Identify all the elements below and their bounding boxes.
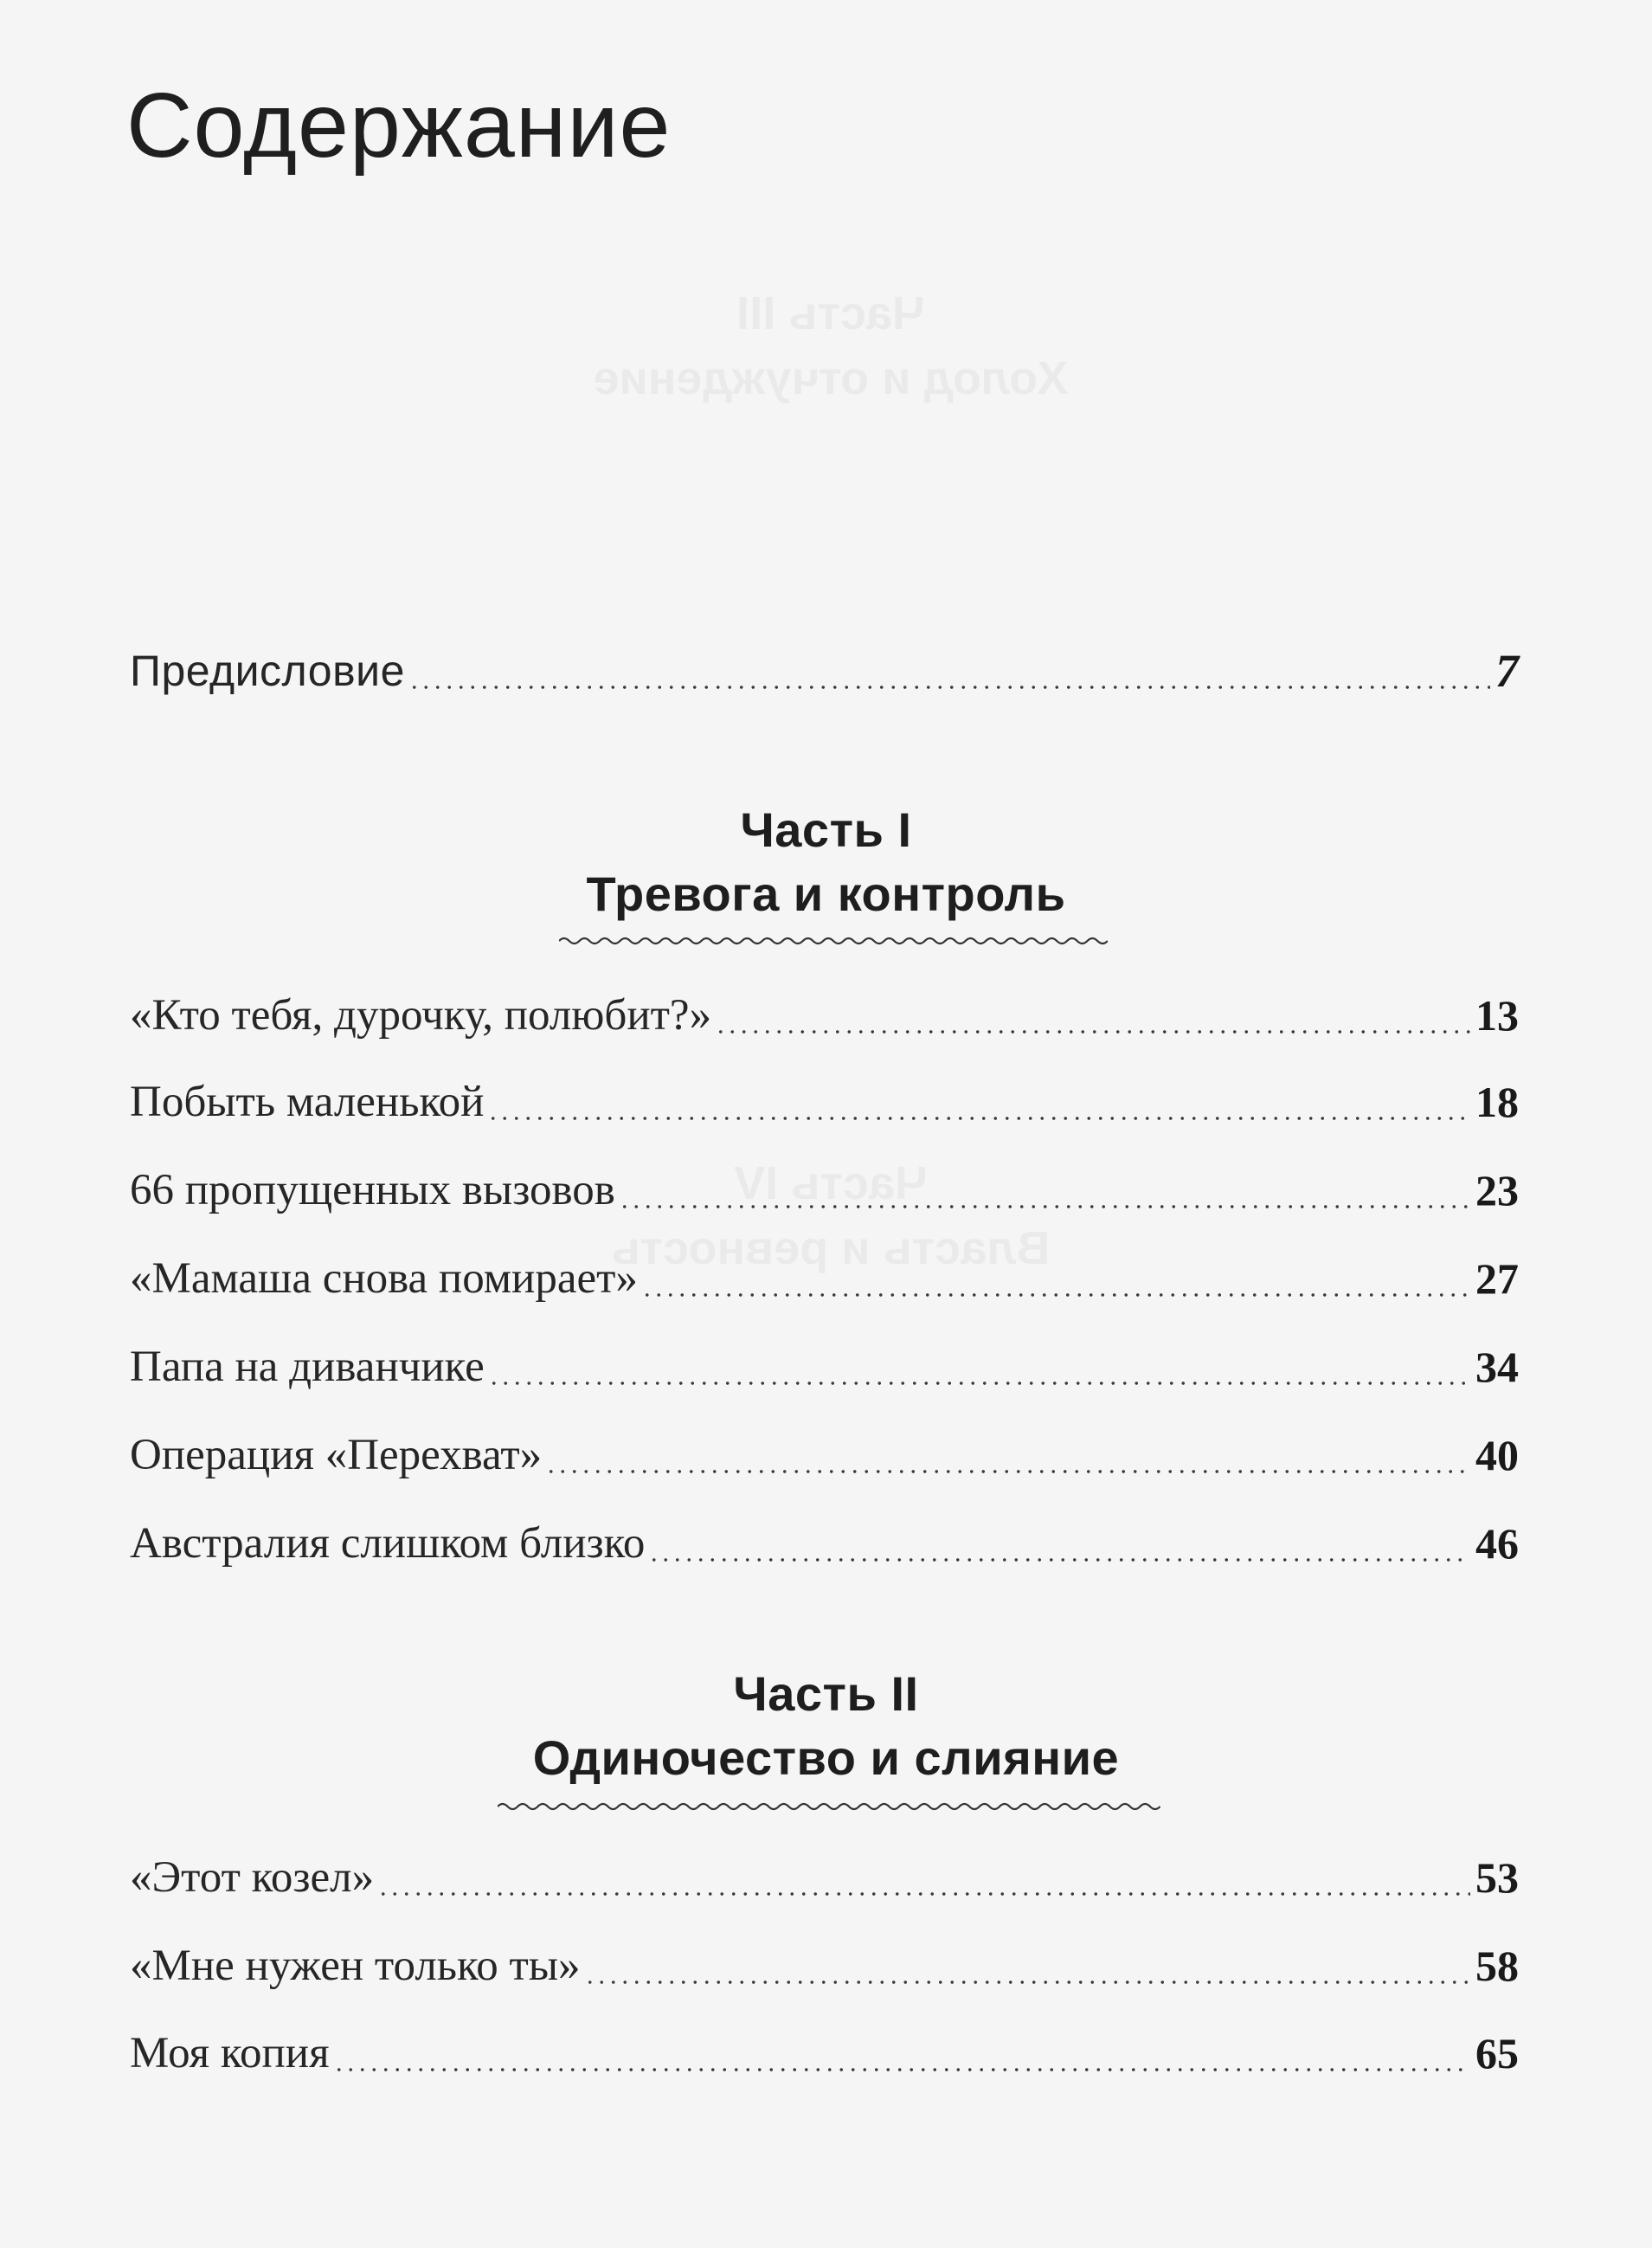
dot-leader — [408, 645, 1490, 697]
dot-leader — [487, 1076, 1470, 1128]
dot-leader — [584, 1940, 1470, 1992]
toc-entry-page: 65 — [1475, 2029, 1519, 2077]
part-title: Тревога и контроль — [586, 866, 1066, 921]
toc-entry[interactable] — [130, 1253, 1519, 1304]
toc-entry[interactable] — [130, 2027, 1519, 2079]
page-title: Содержание — [126, 74, 672, 177]
dot-leader — [648, 1517, 1470, 1569]
toc-entry[interactable] — [130, 1940, 1519, 1992]
toc-entry-page: 13 — [1475, 991, 1519, 1040]
toc-entry-label: «Этот козел» — [130, 1853, 375, 1902]
toc-entry-label: «Кто тебя, дурочку, полюбит?» — [130, 991, 712, 1040]
toc-entry-label: «Мамаша снова помирает» — [130, 1254, 638, 1303]
part-number: Часть II — [733, 1666, 919, 1721]
toc-entry-page: 23 — [1475, 1166, 1519, 1214]
toc-entry-page: 7 — [1495, 645, 1519, 697]
toc-entry-label: Австралия слишком близко — [130, 1519, 646, 1568]
bleed-through-heading — [130, 355, 1532, 402]
toc-entry[interactable] — [130, 989, 1519, 1041]
toc-entry-label: Папа на диванчике — [130, 1343, 485, 1391]
toc-entry-label: Побыть маленькой — [130, 1078, 485, 1126]
toc-entry-page: 46 — [1475, 1519, 1519, 1568]
dot-leader — [488, 1341, 1470, 1393]
part-number: Часть I — [740, 802, 912, 857]
wavy-divider — [498, 1800, 1160, 1813]
toc-entry[interactable] — [130, 1429, 1519, 1481]
toc-entry[interactable] — [130, 1076, 1519, 1128]
toc-entry-page: 27 — [1475, 1254, 1519, 1303]
toc-entry-page: 53 — [1475, 1853, 1519, 1902]
bleed-through-heading — [130, 290, 1532, 337]
toc-entry[interactable] — [130, 1517, 1519, 1569]
wavy-divider — [559, 935, 1108, 947]
dot-leader — [641, 1253, 1470, 1304]
toc-entry-label: «Мне нужен только ты» — [130, 1942, 581, 1990]
dot-leader — [619, 1164, 1470, 1216]
dot-leader — [715, 989, 1470, 1041]
part-heading — [0, 798, 1652, 926]
part-heading — [0, 1662, 1652, 1790]
dot-leader — [377, 1852, 1470, 1903]
dot-leader — [545, 1429, 1470, 1481]
toc-entry-page: 58 — [1475, 1942, 1519, 1990]
toc-entry-label: Операция «Перехват» — [130, 1431, 543, 1479]
toc-entry-label: Предисловие — [130, 647, 405, 695]
toc-entry[interactable] — [130, 1164, 1519, 1216]
toc-entry-preface[interactable] — [130, 645, 1519, 697]
toc-entry-page: 40 — [1475, 1431, 1519, 1479]
toc-entry[interactable] — [130, 1341, 1519, 1393]
toc-entry[interactable] — [130, 1852, 1519, 1903]
dot-leader — [333, 2027, 1470, 2079]
toc-entry-label: 66 пропущенных вызовов — [130, 1166, 615, 1214]
toc-entry-page: 34 — [1475, 1343, 1519, 1391]
toc-entry-label: Моя копия — [130, 2029, 330, 2077]
part-title: Одиночество и слияние — [532, 1730, 1120, 1785]
toc-entry-page: 18 — [1475, 1078, 1519, 1126]
